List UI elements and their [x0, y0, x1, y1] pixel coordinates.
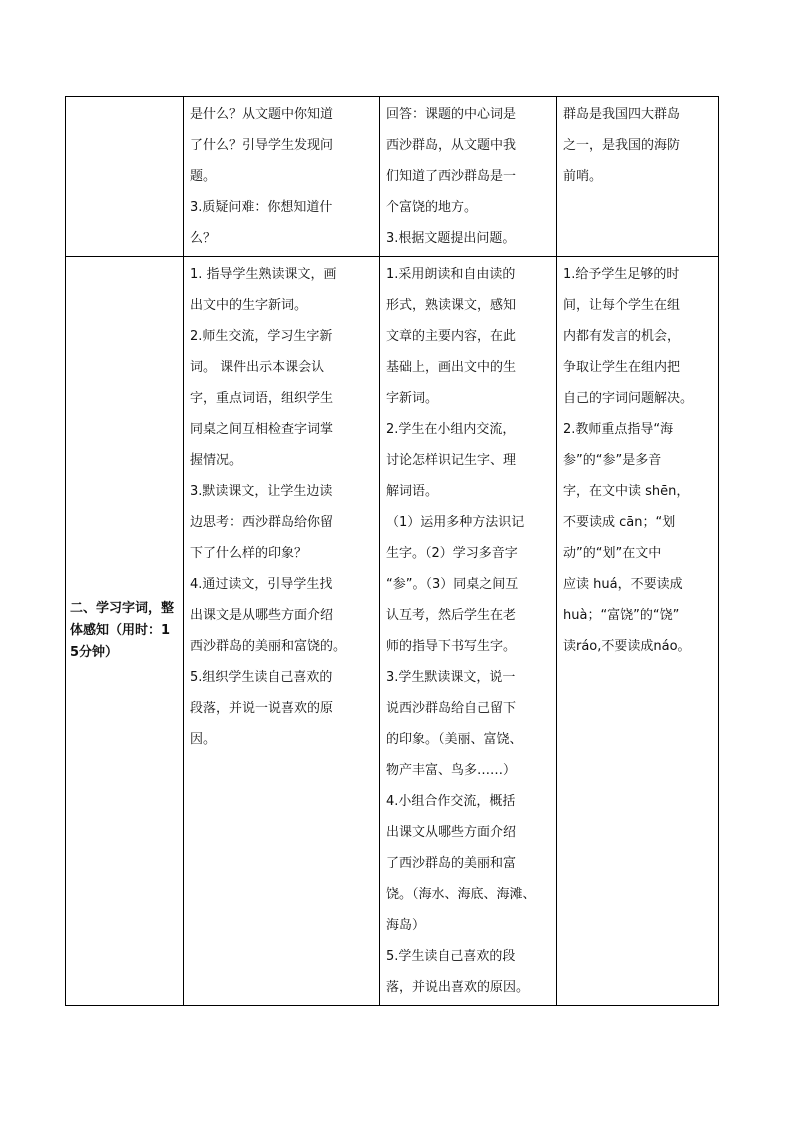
- cell-text-line: 认互考，然后学生在老: [386, 608, 517, 623]
- cell-text-line: “参”。（3）同桌之间互: [386, 577, 519, 592]
- cell-text-line: 字新词。: [386, 391, 439, 406]
- design-intent-cell: [557, 257, 719, 1006]
- stage-cell: [66, 257, 184, 1006]
- cell-text-line: 1. 指导学生熟读课文，画: [190, 267, 337, 282]
- cell-text-line: 因。: [190, 732, 217, 747]
- cell-text-line: 参”的“参”是多音: [563, 453, 662, 468]
- cell-text-line: 讨论怎样识记生字、理: [386, 453, 517, 468]
- cell-text-line: 字，重点词语，组织学生: [190, 391, 334, 406]
- cell-text-line: 基础上，画出文中的生: [386, 360, 517, 375]
- cell-text-line: 饶。（海水、海底、海滩、: [386, 887, 536, 902]
- cell-text-line: 前哨。: [563, 169, 603, 184]
- cell-text-line: 应读 huá，不要读成: [563, 577, 683, 592]
- cell-text-line: 之一，是我国的海防: [563, 138, 681, 153]
- cell-text-line: 了什么？引导学生发现问: [190, 138, 334, 153]
- cell-text-line: 2.师生交流，学习生字新: [190, 329, 333, 344]
- cell-text-line: 3.根据文题提出问题。: [386, 231, 516, 246]
- cell-text-line: 内都有发言的机会，: [563, 329, 681, 344]
- lesson-plan-table: [65, 96, 719, 1006]
- cell-text-line: 海岛）: [386, 918, 426, 933]
- cell-text-line: 边思考：西沙群岛给你留: [190, 515, 334, 530]
- cell-text-line: 西沙群岛的美丽和富饶的。: [190, 639, 347, 654]
- cell-text-line: 动”的“划”在文中: [563, 546, 662, 561]
- cell-text-line: （1）运用多种方法识记: [386, 515, 525, 530]
- cell-text-line: 生字。（2）学习多音字: [386, 546, 518, 561]
- cell-text-line: 不要读成 cān；“划: [563, 515, 676, 530]
- table-row: [66, 97, 719, 257]
- cell-text-line: 3.学生默读课文，说一: [386, 670, 516, 685]
- student-activity-cell: [380, 257, 557, 1006]
- student-activity-cell: [380, 97, 557, 257]
- cell-text-line: 1.给予学生足够的时: [563, 267, 680, 282]
- cell-text-line: 词。 课件出示本课会认: [190, 360, 325, 375]
- cell-text-line: 了西沙群岛的美丽和富: [386, 856, 517, 871]
- cell-text-line: 落，并说出喜欢的原因。: [386, 980, 530, 995]
- cell-text-line: 4.通过读文，引导学生找: [190, 577, 333, 592]
- cell-text-line: 自己的字词问题解决。: [563, 391, 694, 406]
- cell-text-line: 1.采用朗读和自由读的: [386, 267, 516, 282]
- stage-label: 二、学习字词，整体感知（用时：15分钟）: [70, 601, 175, 660]
- cell-text-line: 3.质疑问难：你想知道什: [190, 200, 333, 215]
- cell-text-line: 解词语。: [386, 484, 439, 499]
- cell-text-line: 同桌之间互相检查字词掌: [190, 422, 334, 437]
- cell-text-line: 出课文是从哪些方面介绍: [190, 608, 334, 623]
- cell-text-line: 们知道了西沙群岛是一: [386, 169, 517, 184]
- cell-text-line: 群岛是我国四大群岛: [563, 107, 681, 122]
- cell-text-line: 物产丰富、鸟多……）: [386, 763, 517, 778]
- cell-text-line: huà；“富饶”的“饶”: [563, 608, 680, 623]
- cell-text-line: 个富饶的地方。: [386, 200, 478, 215]
- cell-text-line: 题。: [190, 169, 217, 184]
- teacher-activity-cell: [184, 257, 380, 1006]
- cell-text-line: 握情况。: [190, 453, 243, 468]
- cell-text-line: 出文中的生字新词。: [190, 298, 308, 313]
- cell-text-line: 形式，熟读课文，感知: [386, 298, 517, 313]
- cell-text-line: 段落，并说一说喜欢的原: [190, 701, 334, 716]
- teacher-activity-cell: [184, 97, 380, 257]
- cell-text-line: 出课文从哪些方面介绍: [386, 825, 517, 840]
- cell-text-line: 4.小组合作交流，概括: [386, 794, 516, 809]
- cell-text-line: 间，让每个学生在组: [563, 298, 681, 313]
- cell-text-line: 3.默读课文，让学生边读: [190, 484, 333, 499]
- cell-text-line: 么？: [190, 231, 217, 246]
- cell-text-line: 字，在文中读 shēn，: [563, 484, 690, 499]
- cell-text-line: 西沙群岛，从文题中我: [386, 138, 517, 153]
- cell-text-line: 2.教师重点指导“海: [563, 422, 674, 437]
- cell-text-line: 争取让学生在组内把: [563, 360, 681, 375]
- cell-text-line: 说西沙群岛给自己留下: [386, 701, 517, 716]
- stage-cell: [66, 97, 184, 257]
- cell-text-line: 5.组织学生读自己喜欢的: [190, 670, 333, 685]
- cell-text-line: 读ráo,不要读成náo。: [563, 639, 691, 654]
- cell-text-line: 5.学生读自己喜欢的段: [386, 949, 516, 964]
- cell-text-line: 师的指导下书写生字。: [386, 639, 517, 654]
- cell-text-line: 文章的主要内容，在此: [386, 329, 517, 344]
- design-intent-cell: [557, 97, 719, 257]
- cell-text-line: 回答：课题的中心词是: [386, 107, 517, 122]
- cell-text-line: 的印象。（美丽、富饶、: [386, 732, 523, 747]
- table-row: [66, 257, 719, 1006]
- cell-text-line: 2.学生在小组内交流，: [386, 422, 516, 437]
- cell-text-line: 下了什么样的印象？: [190, 546, 308, 561]
- cell-text-line: 是什么？从文题中你知道: [190, 107, 334, 122]
